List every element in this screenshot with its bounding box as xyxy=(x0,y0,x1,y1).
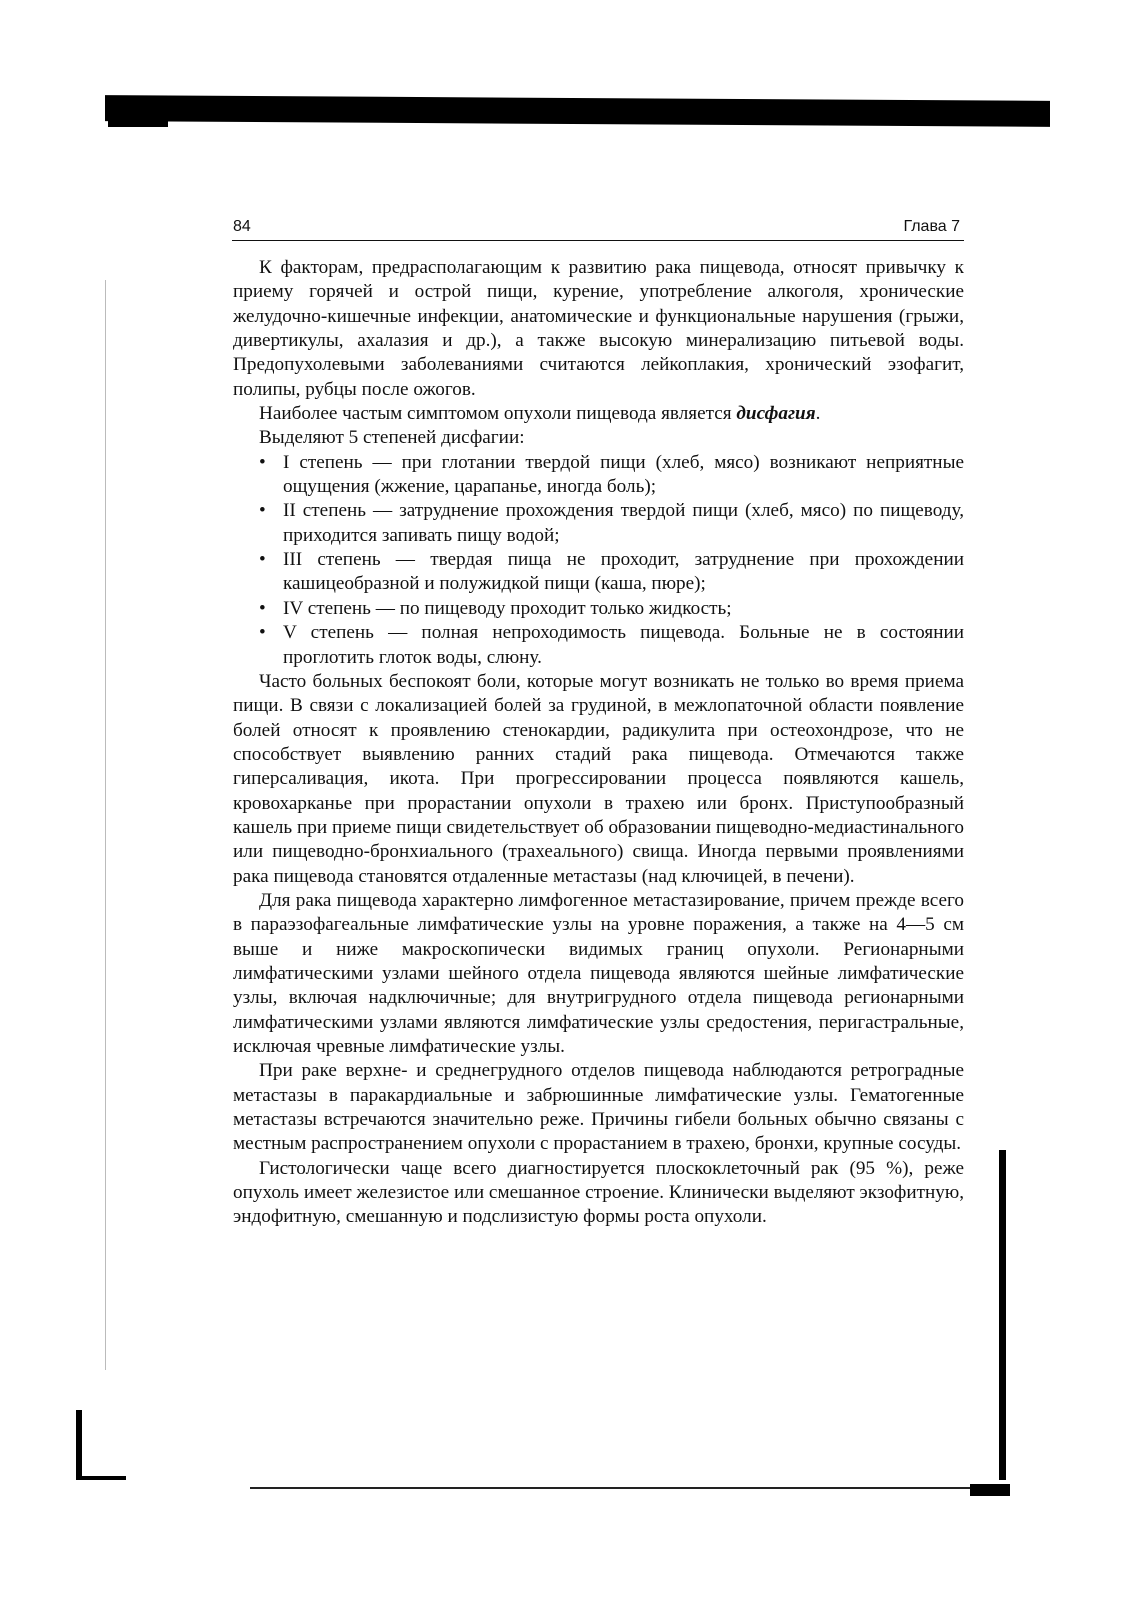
paragraph-main-symptom-end: . xyxy=(815,403,821,425)
bullet-marker: • xyxy=(259,597,266,619)
paragraph-histology: Гистологически чаще всего диагностируется плоскоклеточный рак (95 %), реже опухоль имеет железистое или смешанное строение. Клинически выделяют экзофитную, эндофитную, смешанную и подслизистую формы роста опухоли. xyxy=(233,1157,964,1228)
paragraph-grades-intro: Выделяют 5 степеней дисфагии: xyxy=(259,427,525,449)
list-item-grade-3 xyxy=(233,548,964,597)
dysphagia-grades-list xyxy=(233,451,964,670)
bullet-marker: • xyxy=(259,622,266,644)
list-item-text: I степень — при глотании твердой пищи (хлеб, мясо) возникают неприятные ощущения (жжение, царапанье, иногда боль); xyxy=(283,451,964,498)
scan-border-bottom-corner xyxy=(970,1484,1010,1496)
scan-border-bottom xyxy=(250,1487,1010,1489)
list-item-grade-5 xyxy=(233,621,964,670)
list-item-text: III степень — твердая пища не проходит, затруднение при прохождении кашицеобразной и полужидкой пищи (каша, пюре); xyxy=(283,549,964,595)
chapter-title: Глава 7 xyxy=(903,218,960,235)
scan-margin-line xyxy=(105,280,106,1370)
scan-border-right xyxy=(999,1150,1006,1480)
paragraph-retrograde-metastasis: При раке верхне- и среднегрудного отделов пищевода наблюдаются ретроградные метастазы в паракардиальные и забрюшинные лимфатические узлы. Гематогенные метастазы встречаются значительно реже. Причины гибели больных обычно связаны с местным распространением опухоли с прорастанием в трахею, бронхи, крупные сосуды. xyxy=(233,1060,964,1155)
term-dysphagia: дисфагия xyxy=(736,403,816,425)
bullet-marker: • xyxy=(259,500,266,522)
page-number: 84 xyxy=(233,218,251,235)
paragraph-lymphogenic-metastasis: Для рака пищевода характерно лимфогенное метастазирование, причем прежде всего в параэзофагеальные лимфатические узлы на уровне поражения, а также на 4—5 см выше и ниже макроскопически видимых границ опухоли. Регионарными лимфатическими узлами шейного отдела пищевода являются шейные лимфатические узлы, включая надключичные; для внутригрудного отдела пищевода регионарными лимфатическими узлами являются лимфатические узлы средостения, перигастральные, исключая чревные лимфатические узлы. xyxy=(233,889,964,1057)
scan-border-left xyxy=(76,1410,82,1480)
bullet-marker: • xyxy=(259,451,266,473)
paragraph-pain-symptoms: Часто больных беспокоят боли, которые могут возникать не только во время приема пищи. В связи с локализацией болей за грудиной, в межлопаточной области появление болей относят к проявлению стенокардии, радикулита при остеохондрозе, что не способствует выявлению ранних стадий рака пищевода. Отмечаются также гиперсаливация, икота. При прогрессировании процесса появляются кашель, кровохарканье при прорастании опухоли в трахею или бронх. Приступообразный кашель при приеме пищи свидетельствует об образовании пищеводно-медиастинального или пищеводно-бронхиального (трахеального) свища. Иногда первыми проявлениями рака пищевода становятся отдаленные метастазы (над ключицей, в печени). xyxy=(233,670,964,887)
page-body xyxy=(233,256,964,1230)
bullet-marker: • xyxy=(259,549,266,571)
list-item-grade-4 xyxy=(233,597,964,621)
paragraph-risk-factors: К факторам, предрасполагающим к развитию рака пищевода, относят привычку к приему горячей и острой пищи, курение, употребление алкоголя, хронические желудочно-кишечные инфекции, анатомические и функциональные нарушения (грыжи, дивертикулы, ахалазия и др.), а также высокую минерализацию питьевой воды. Предопухолевыми заболеваниями считаются лейкоплакия, хронический эзофагит, полипы, рубцы после ожогов. xyxy=(233,257,964,400)
paragraph-main-symptom-text: Наиболее частым симптомом опухоли пищевода является xyxy=(259,403,737,425)
list-item-text: II степень — затруднение прохождения твердой пищи (хлеб, мясо) по пищеводу, приходится запивать пищу водой; xyxy=(283,500,964,546)
running-header xyxy=(232,216,964,241)
list-item-grade-2 xyxy=(233,499,964,548)
scan-border-top-tail xyxy=(108,121,168,127)
scan-border-left-foot xyxy=(76,1476,126,1480)
scan-border-top xyxy=(105,95,1050,127)
list-item-text: V степень — полная непроходимость пищевода. Больные не в состоянии проглотить глоток воды, слюну. xyxy=(283,622,964,668)
list-item-text: IV степень — по пищеводу проходит только жидкость; xyxy=(283,597,732,619)
list-item-grade-1 xyxy=(233,451,964,500)
paragraph-main-symptom xyxy=(233,402,964,426)
